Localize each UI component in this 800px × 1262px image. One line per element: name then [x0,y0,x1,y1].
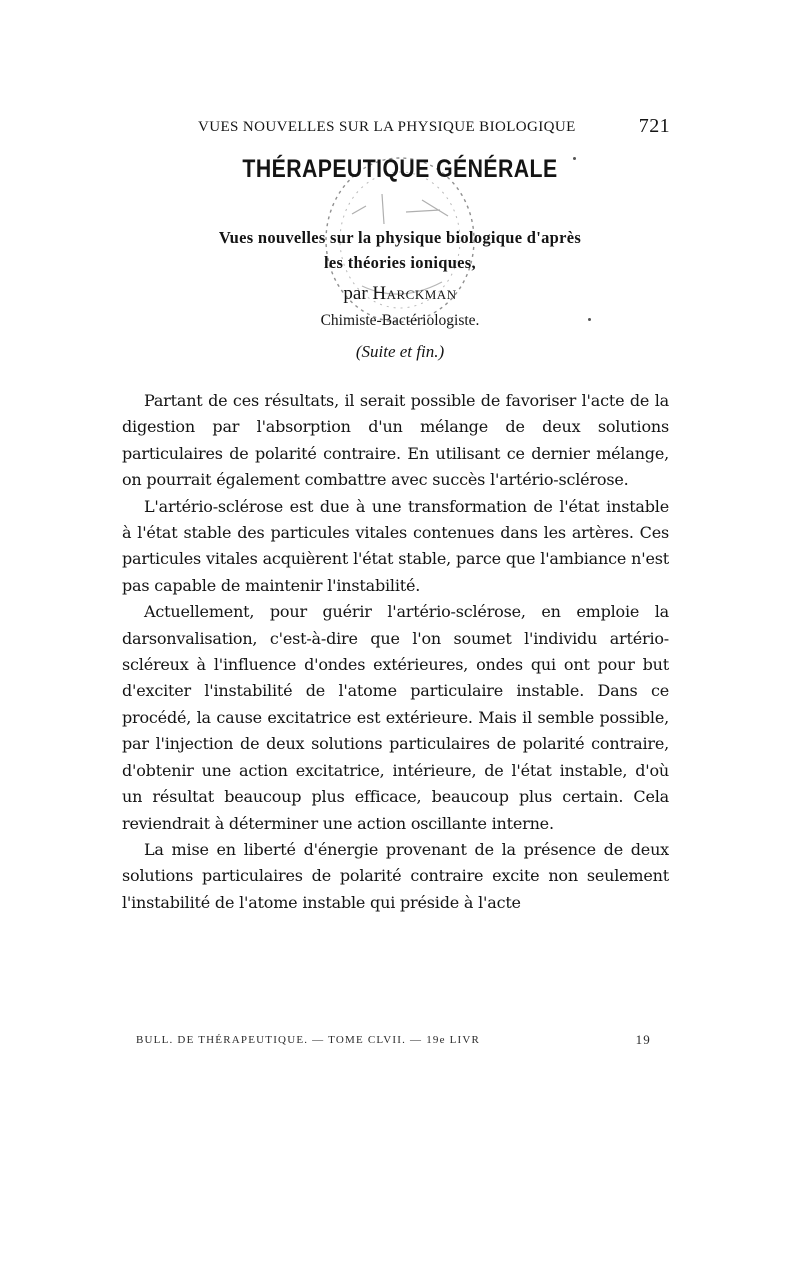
body-text [122,388,669,916]
paragraph: Partant de ces résultats, il serait possible de favoriser l'acte de la digestion par l'absorption d'un mélange de deux solutions particulaires de polarité contraire. En utilisant ce dernier mélange, on pourrait également combattre avec succès l'artério-sclérose. [122,391,669,490]
author-affiliation: Chimiste-Bactériologiste. [320,312,480,329]
article-subtitle-line-1: Vues nouvelles sur la physique biologique d'après [218,228,582,247]
running-head-title: VUES NOUVELLES SUR LA PHYSIQUE BIOLOGIQUE [198,119,576,135]
byline-prefix: par [343,283,368,304]
paragraph: La mise en liberté d'énergie provenant de la présence de deux solutions particulaires de polarité contraire excite non seulement l'instabilité de l'atome instable qui préside à l'acte [122,839,669,912]
signature-number: 19 [635,1032,651,1047]
section-title: THÉRAPEUTIQUE GÉNÉRALE [242,155,558,183]
continuation-note: (Suite et fin.) [355,342,445,361]
article-subtitle-line-2: les théories ioniques, [324,253,476,272]
byline [0,283,800,305]
paragraph: Actuellement, pour guérir l'artério-sclérose, en emploie la darsonvalisation, c'est-à-dire que l'on soumet l'individu artério-scléreux à l'influence d'ondes extérieures, ondes qui ont pour but d'exciter l'instabilité de l'atome particulaire instable. Dans ce procédé, la cause excitatrice est extérieure. Mais il semble possible, par l'injection de deux solutions particulaires de polarité contraire, d'obtenir une action excitatrice, intérieure, de l'état instable, d'où un résultat beaucoup plus efficace, beaucoup plus certain. Cela reviendrait à déterminer une action oscillante interne. [122,602,669,833]
author-name: Harckman [372,283,457,304]
print-speck [588,318,591,321]
page-footer [136,1031,651,1051]
paragraph: L'artério-sclérose est due à une transformation de l'état instable à l'état stable des particules vitales contenues dans les artères. Ces particules vitales acquièrent l'état stable, parce que l'ambiance n'est pas capable de maintenir l'instabilité. [122,496,669,595]
print-speck [573,157,576,160]
page-number: 721 [638,115,670,137]
footer-text: BULL. DE THÉRAPEUTIQUE. — TOME CLVII. — 19e LIVR [136,1034,481,1046]
running-head [192,113,670,143]
